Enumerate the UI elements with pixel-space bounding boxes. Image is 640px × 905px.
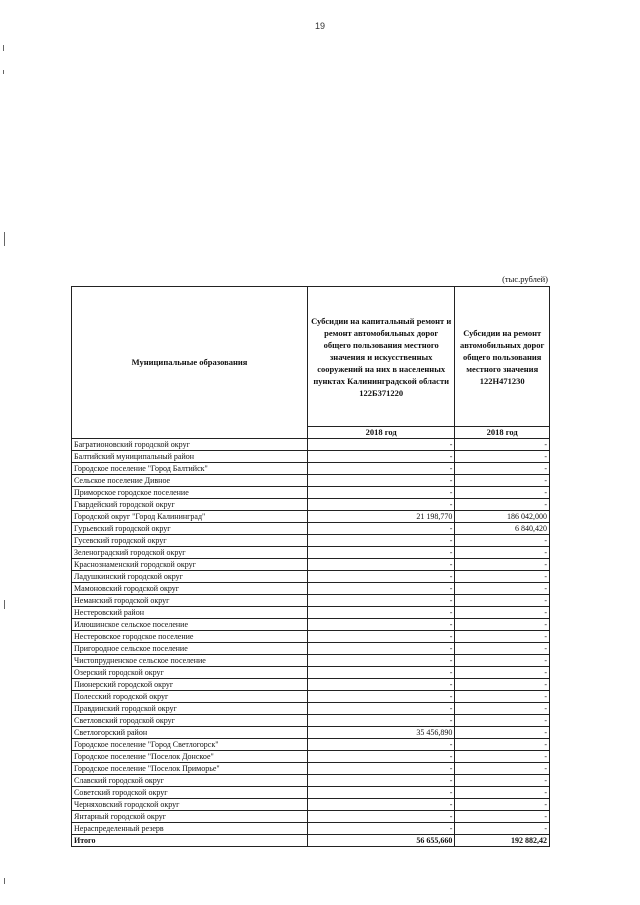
municipality-name: Полесский городской округ [72, 691, 308, 703]
municipality-name: Мамоновский городской округ [72, 583, 308, 595]
table-row [72, 727, 550, 739]
value-capital-repair: - [307, 715, 454, 727]
municipality-name: Неманский городской округ [72, 595, 308, 607]
value-capital-repair: - [307, 523, 454, 535]
value-capital-repair: - [307, 823, 454, 835]
header-capital-repair-subsidy: Субсидии на капитальный ремонт и ремонт автомобильных дорог общего пользования местного значения и искусственных сооружений на них в населенных пунктах Калининградской области 122Б371220 [307, 287, 454, 427]
value-capital-repair: - [307, 547, 454, 559]
page-number: 19 [314, 21, 325, 31]
scan-artifact [4, 878, 5, 884]
municipality-name: Багратионовский городской округ [72, 439, 308, 451]
value-capital-repair: - [307, 499, 454, 511]
table-row [72, 559, 550, 571]
value-capital-repair: - [307, 655, 454, 667]
municipality-name: Нераспределенный резерв [72, 823, 308, 835]
table-row [72, 775, 550, 787]
total-value-a: 56 655,660 [307, 835, 454, 847]
scan-artifact [3, 70, 4, 74]
table-row [72, 823, 550, 835]
value-repair: - [455, 823, 550, 835]
municipality-name: Ладушкинский городской округ [72, 571, 308, 583]
header-repair-subsidy: Субсидии на ремонт автомобильных дорог общего пользования местного значения 122Н471230 [455, 287, 550, 427]
value-repair: - [455, 715, 550, 727]
value-repair: - [455, 631, 550, 643]
table-row [72, 787, 550, 799]
value-capital-repair: - [307, 679, 454, 691]
value-capital-repair: - [307, 619, 454, 631]
header-year-a: 2018 год [307, 427, 454, 439]
municipality-name: Советский городской округ [72, 787, 308, 799]
municipality-name: Гурьевский городской округ [72, 523, 308, 535]
value-repair: - [455, 619, 550, 631]
municipality-name: Городское поселение "Поселок Приморье" [72, 763, 308, 775]
table-row [72, 655, 550, 667]
value-repair: - [455, 535, 550, 547]
subsidies-table [71, 286, 550, 847]
table-row [72, 811, 550, 823]
table-row [72, 439, 550, 451]
municipality-name: Гвардейский городской округ [72, 499, 308, 511]
value-repair: - [455, 667, 550, 679]
municipality-name: Балтийский муниципальный район [72, 451, 308, 463]
value-capital-repair: - [307, 811, 454, 823]
value-capital-repair: - [307, 487, 454, 499]
units-label: (тыс.рублей) [502, 274, 548, 284]
municipality-name: Светлогорский район [72, 727, 308, 739]
value-repair: - [455, 691, 550, 703]
value-capital-repair: - [307, 775, 454, 787]
table-row [72, 715, 550, 727]
municipality-name: Городское поселение "Город Светлогорск" [72, 739, 308, 751]
value-repair: - [455, 775, 550, 787]
value-capital-repair: - [307, 631, 454, 643]
value-repair: - [455, 727, 550, 739]
table-row [72, 703, 550, 715]
total-value-b: 192 882,42 [455, 835, 550, 847]
value-repair: - [455, 559, 550, 571]
municipality-name: Зеленоградский городской округ [72, 547, 308, 559]
value-capital-repair: 35 456,890 [307, 727, 454, 739]
value-repair: - [455, 487, 550, 499]
municipality-name: Городской округ "Город Калининград" [72, 511, 308, 523]
table-row [72, 451, 550, 463]
value-repair: - [455, 571, 550, 583]
municipality-name: Городское поселение "Поселок Донское" [72, 751, 308, 763]
value-repair: - [455, 607, 550, 619]
value-capital-repair: - [307, 463, 454, 475]
municipality-name: Черняховский городской округ [72, 799, 308, 811]
value-capital-repair: - [307, 559, 454, 571]
value-repair: - [455, 439, 550, 451]
value-repair: - [455, 583, 550, 595]
scan-artifact [3, 45, 4, 51]
value-repair: 186 042,000 [455, 511, 550, 523]
value-repair: - [455, 787, 550, 799]
value-capital-repair: - [307, 535, 454, 547]
table-row [72, 763, 550, 775]
value-repair: - [455, 595, 550, 607]
table-row [72, 511, 550, 523]
table-row [72, 739, 550, 751]
value-repair: - [455, 655, 550, 667]
value-repair: - [455, 475, 550, 487]
value-repair: - [455, 751, 550, 763]
value-repair: - [455, 763, 550, 775]
table-row [72, 475, 550, 487]
table-row [72, 595, 550, 607]
value-capital-repair: - [307, 451, 454, 463]
municipality-name: Пригородное сельское поселение [72, 643, 308, 655]
value-capital-repair: - [307, 607, 454, 619]
table-row [72, 583, 550, 595]
total-label: Итого [72, 835, 308, 847]
value-repair: - [455, 703, 550, 715]
municipality-name: Илюшинское сельское поселение [72, 619, 308, 631]
municipality-name: Сельское поселение Дивное [72, 475, 308, 487]
value-capital-repair: 21 198,770 [307, 511, 454, 523]
value-repair: - [455, 499, 550, 511]
value-capital-repair: - [307, 703, 454, 715]
value-capital-repair: - [307, 799, 454, 811]
value-capital-repair: - [307, 691, 454, 703]
value-repair: - [455, 739, 550, 751]
value-repair: - [455, 451, 550, 463]
table-row [72, 499, 550, 511]
value-repair: - [455, 811, 550, 823]
value-capital-repair: - [307, 475, 454, 487]
value-capital-repair: - [307, 643, 454, 655]
value-repair: - [455, 679, 550, 691]
table-row [72, 667, 550, 679]
value-repair: - [455, 463, 550, 475]
value-capital-repair: - [307, 787, 454, 799]
municipality-name: Янтарный городской округ [72, 811, 308, 823]
value-capital-repair: - [307, 667, 454, 679]
municipality-name: Озерский городской округ [72, 667, 308, 679]
table-header-row [72, 287, 550, 427]
table-row [72, 631, 550, 643]
table-row [72, 571, 550, 583]
table-body [72, 439, 550, 847]
municipality-name: Чистопрудненское сельское поселение [72, 655, 308, 667]
table-row [72, 523, 550, 535]
scan-artifact [4, 232, 5, 246]
table-row [72, 487, 550, 499]
total-row [72, 835, 550, 847]
municipality-name: Гусевский городской округ [72, 535, 308, 547]
table-row [72, 691, 550, 703]
municipality-name: Краснознаменский городской округ [72, 559, 308, 571]
header-year-b: 2018 год [455, 427, 550, 439]
table-row [72, 643, 550, 655]
table-row [72, 547, 550, 559]
municipality-name: Городское поселение "Город Балтийск" [72, 463, 308, 475]
value-repair: - [455, 799, 550, 811]
value-capital-repair: - [307, 739, 454, 751]
table-row [72, 619, 550, 631]
value-capital-repair: - [307, 763, 454, 775]
value-repair: 6 840,420 [455, 523, 550, 535]
value-capital-repair: - [307, 583, 454, 595]
municipality-name: Пионерский городской округ [72, 679, 308, 691]
value-capital-repair: - [307, 439, 454, 451]
table-row [72, 535, 550, 547]
table-row [72, 607, 550, 619]
municipality-name: Нестеровский район [72, 607, 308, 619]
table-row [72, 799, 550, 811]
value-capital-repair: - [307, 751, 454, 763]
table-row [72, 463, 550, 475]
value-repair: - [455, 547, 550, 559]
scan-artifact [4, 600, 5, 609]
header-municipalities: Муниципальные образования [72, 287, 308, 439]
municipality-name: Славский городской округ [72, 775, 308, 787]
value-capital-repair: - [307, 595, 454, 607]
table-row [72, 751, 550, 763]
value-repair: - [455, 643, 550, 655]
municipality-name: Светловский городской округ [72, 715, 308, 727]
municipality-name: Нестеровское городское поселение [72, 631, 308, 643]
value-capital-repair: - [307, 571, 454, 583]
municipality-name: Приморское городское поселение [72, 487, 308, 499]
table-row [72, 679, 550, 691]
municipality-name: Правдинский городской округ [72, 703, 308, 715]
